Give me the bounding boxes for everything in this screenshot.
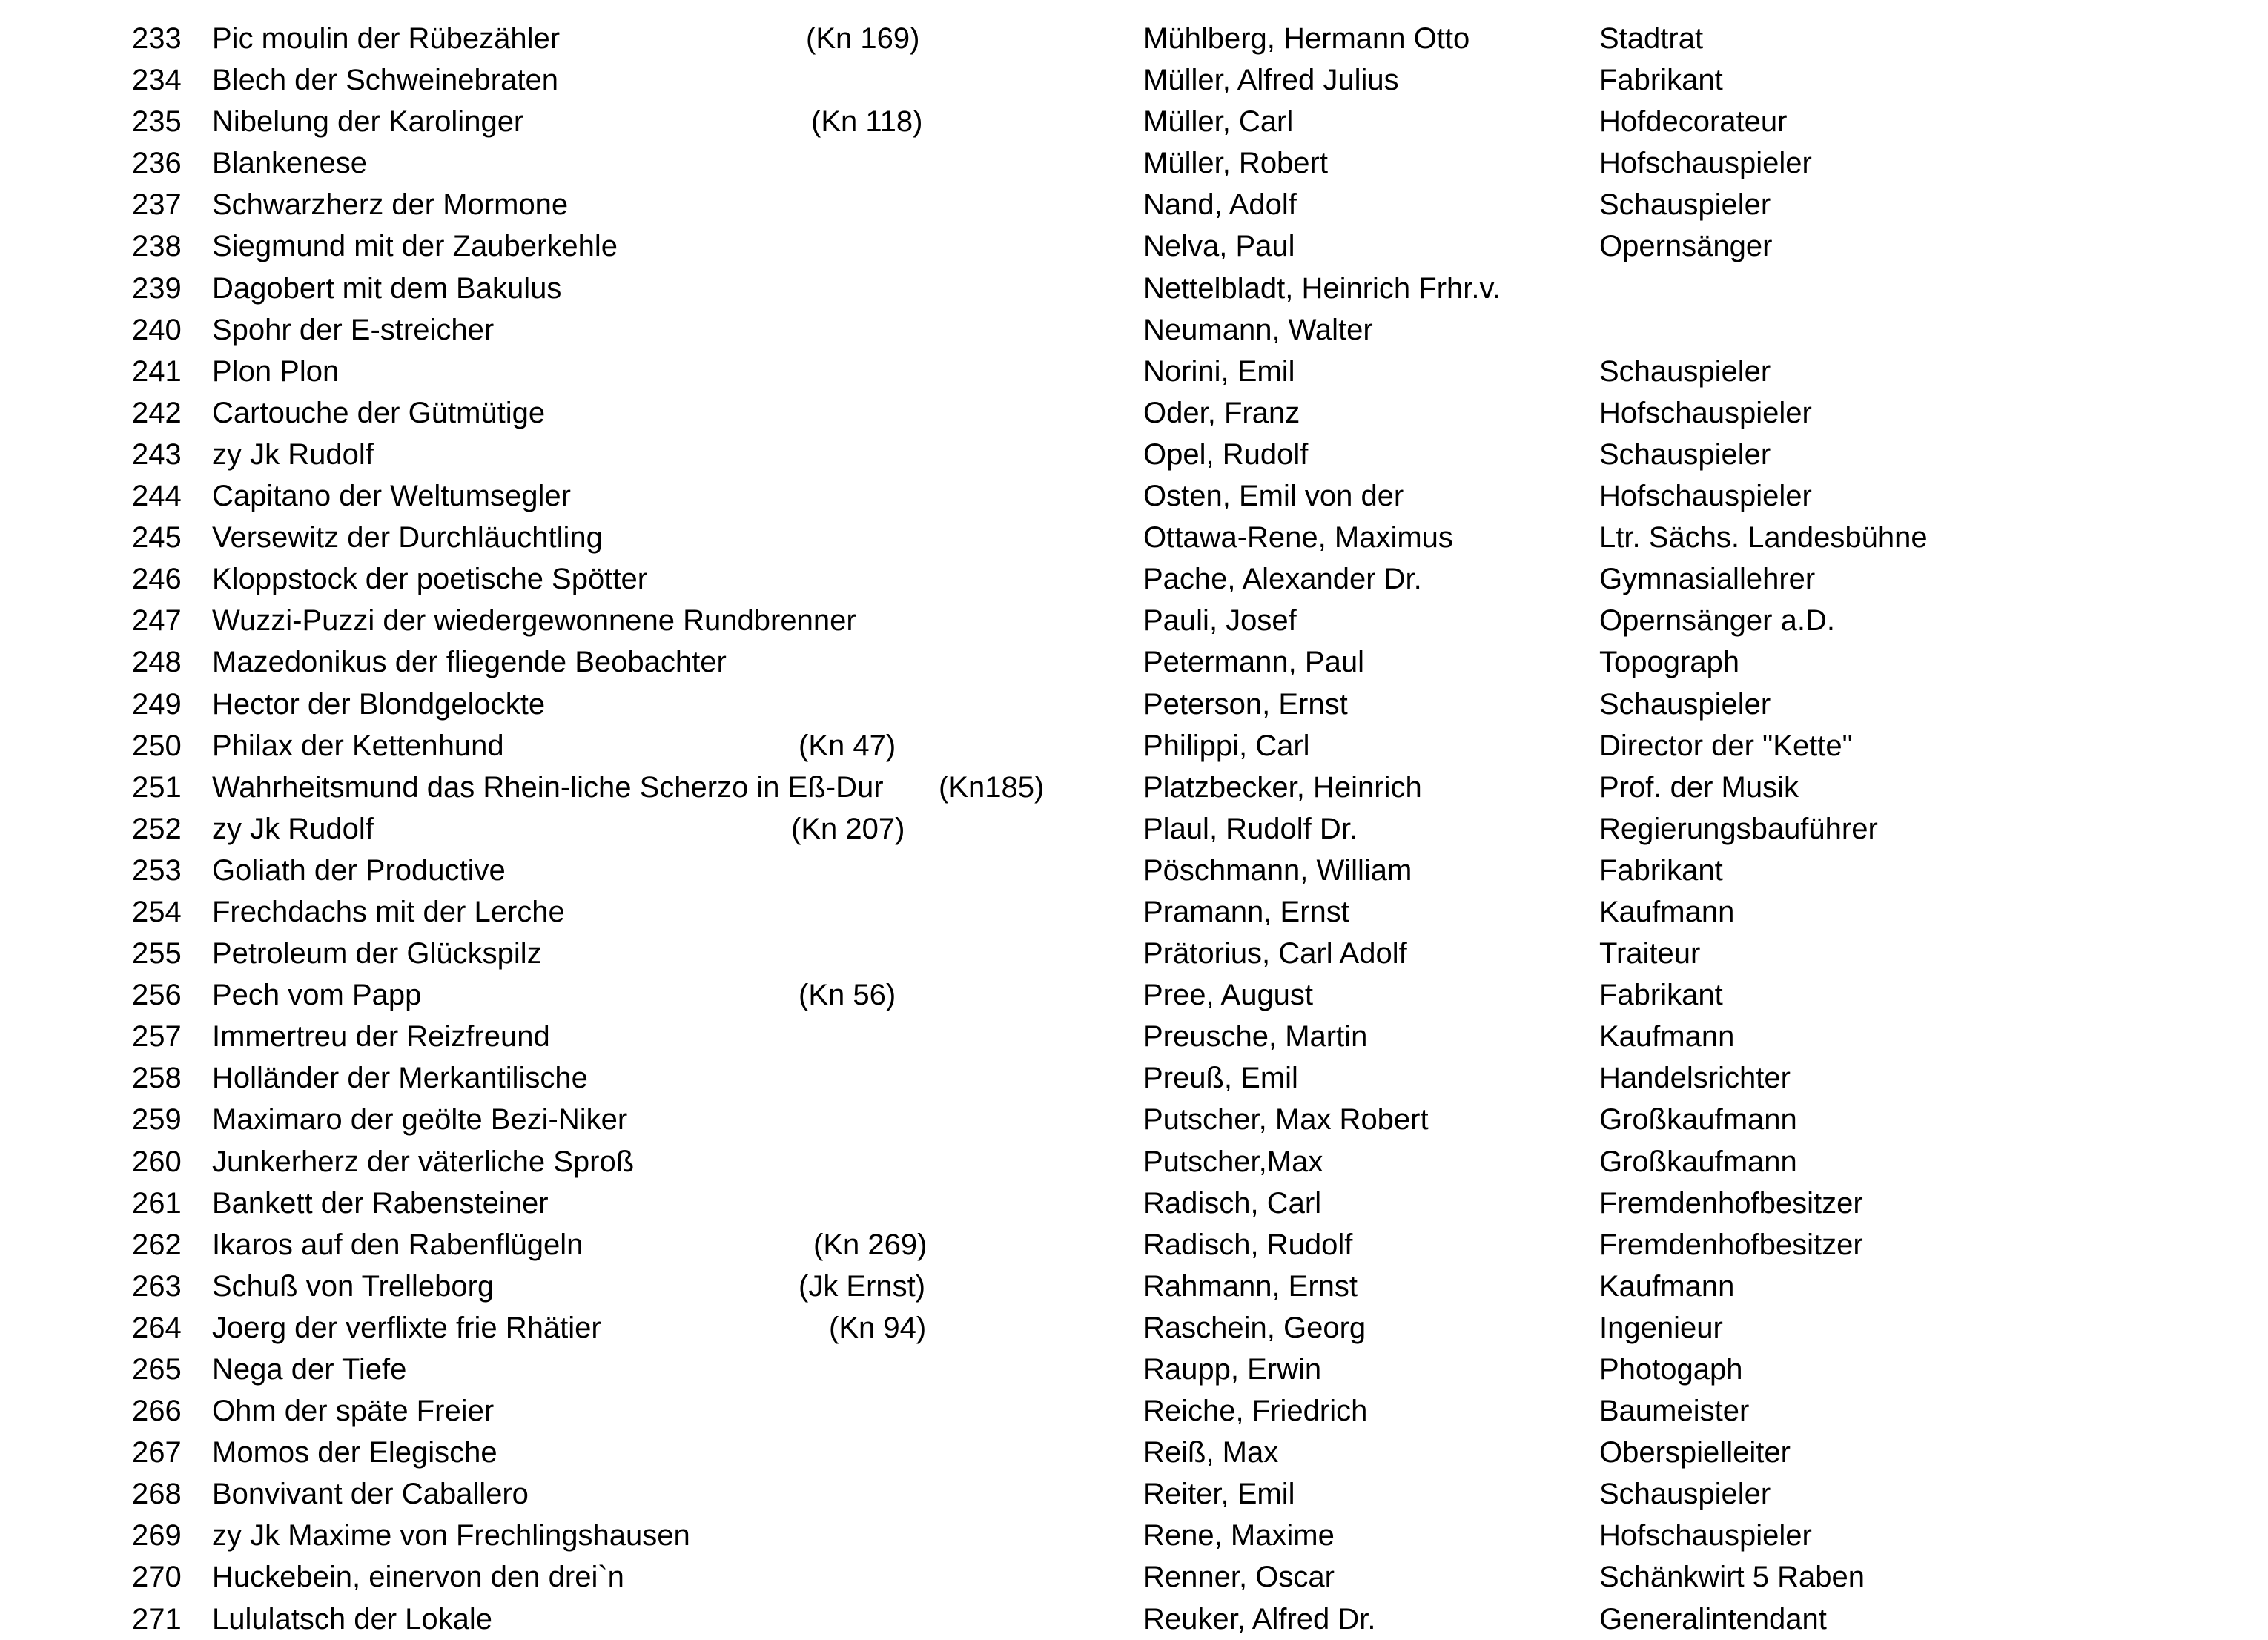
entry-occupation: Topograph	[1599, 646, 1740, 679]
entry-name: Dagobert mit dem Bakulus	[212, 271, 562, 305]
table-row	[0, 891, 2268, 933]
entry-number: 235	[132, 105, 182, 139]
entry-person: Reiter, Emil	[1143, 1478, 1295, 1511]
entry-person: Mühlberg, Hermann Otto	[1143, 22, 1470, 55]
entry-name: Momos der Elegische	[212, 1436, 497, 1469]
entry-number: 264	[132, 1311, 182, 1344]
entry-person: Renner, Oscar	[1143, 1561, 1335, 1594]
entry-person: Pauli, Josef	[1143, 604, 1297, 638]
table-row	[0, 933, 2268, 974]
entry-reference: (Kn 269)	[813, 1228, 928, 1261]
table-row	[0, 725, 2268, 767]
entry-person: Raschein, Georg	[1143, 1311, 1366, 1344]
entry-number: 239	[132, 271, 182, 305]
entry-occupation: Fremdenhofbesitzer	[1599, 1228, 1863, 1261]
entry-number: 265	[132, 1353, 182, 1386]
entry-name: Holländer der Merkantilische	[212, 1062, 588, 1095]
entry-number: 260	[132, 1145, 182, 1178]
entry-occupation: Director der "Kette"	[1599, 729, 1853, 762]
table-row	[0, 558, 2268, 600]
entry-name: Capitano der Weltumsegler	[212, 480, 571, 513]
entry-reference: (Kn 56)	[799, 979, 896, 1012]
table-row	[0, 808, 2268, 850]
entry-occupation: Schauspieler	[1599, 188, 1771, 222]
entry-occupation: Photogaph	[1599, 1353, 1743, 1386]
entry-person: Putscher, Max Robert	[1143, 1103, 1429, 1137]
entry-reference: (Kn 207)	[791, 812, 905, 845]
entry-name: Maximaro der geölte Bezi-Niker	[212, 1103, 628, 1137]
entry-number: 236	[132, 147, 182, 180]
entry-person: Pache, Alexander Dr.	[1143, 563, 1422, 596]
entry-person: Rene, Maxime	[1143, 1519, 1335, 1553]
entry-person: Reiche, Friedrich	[1143, 1395, 1368, 1428]
entry-number: 247	[132, 604, 182, 638]
entry-name: Hector der Blondgelockte	[212, 687, 546, 721]
entry-number: 269	[132, 1519, 182, 1553]
entry-number: 263	[132, 1269, 182, 1303]
entry-person: Osten, Emil von der	[1143, 480, 1404, 513]
entry-occupation: Schauspieler	[1599, 437, 1771, 471]
entry-number: 253	[132, 853, 182, 887]
entry-occupation: Schänkwirt 5 Raben	[1599, 1561, 1865, 1594]
entry-number: 246	[132, 563, 182, 596]
entry-name: Wuzzi-Puzzi der wiedergewonnene Rundbrenner	[212, 604, 856, 638]
entry-person: Plaul, Rudolf Dr.	[1143, 812, 1358, 845]
entry-reference: (Kn 118)	[811, 105, 923, 139]
table-row	[0, 1432, 2268, 1473]
entry-person: Nelva, Paul	[1143, 230, 1295, 263]
entry-occupation: Hofschauspieler	[1599, 480, 1812, 513]
entry-name: Versewitz der Durchläuchtling	[212, 521, 603, 555]
entry-name: Frechdachs mit der Lerche	[212, 895, 565, 928]
table-row	[0, 600, 2268, 641]
entry-occupation: Großkaufmann	[1599, 1103, 1797, 1137]
entry-occupation: Fabrikant	[1599, 853, 1723, 887]
table-row	[0, 225, 2268, 267]
entry-number: 254	[132, 895, 182, 928]
entry-occupation: Handelsrichter	[1599, 1062, 1791, 1095]
entry-number: 252	[132, 812, 182, 845]
entry-person: Pöschmann, William	[1143, 853, 1412, 887]
table-row	[0, 18, 2268, 59]
entry-name: Lululatsch der Lokale	[212, 1602, 493, 1636]
entry-name: Wahrheitsmund das Rhein-liche Scherzo in Eß-Dur	[212, 770, 884, 804]
table-row	[0, 351, 2268, 392]
table-row	[0, 1390, 2268, 1432]
entry-name: Siegmund mit der Zauberkehle	[212, 230, 618, 263]
entry-person: Radisch, Carl	[1143, 1186, 1322, 1220]
entry-number: 244	[132, 480, 182, 513]
entry-number: 238	[132, 230, 182, 263]
entry-person: Neumann, Walter	[1143, 313, 1373, 346]
entry-name: Bankett der Rabensteiner	[212, 1186, 549, 1220]
entry-occupation: Schauspieler	[1599, 687, 1771, 721]
table-row	[0, 1349, 2268, 1390]
table-row	[0, 1556, 2268, 1598]
table-row	[0, 184, 2268, 225]
table-row	[0, 142, 2268, 184]
table-row	[0, 309, 2268, 351]
entry-name: Nega der Tiefe	[212, 1353, 407, 1386]
entry-number: 271	[132, 1602, 182, 1636]
table-row	[0, 1224, 2268, 1266]
entry-occupation: Prof. der Musik	[1599, 770, 1799, 804]
entry-name: Pech vom Papp	[212, 979, 422, 1012]
entry-number: 234	[132, 64, 182, 97]
entry-person: Müller, Alfred Julius	[1143, 64, 1399, 97]
entry-number: 250	[132, 729, 182, 762]
entry-name: Blech der Schweinebraten	[212, 64, 558, 97]
entry-number: 248	[132, 646, 182, 679]
entry-number: 259	[132, 1103, 182, 1137]
entry-occupation: Ingenieur	[1599, 1311, 1723, 1344]
entry-occupation: Oberspielleiter	[1599, 1436, 1791, 1469]
entry-number: 242	[132, 396, 182, 429]
entry-person: Platzbecker, Heinrich	[1143, 770, 1422, 804]
table-row	[0, 1016, 2268, 1057]
entry-person: Pramann, Ernst	[1143, 895, 1349, 928]
entry-number: 270	[132, 1561, 182, 1594]
table-row	[0, 1099, 2268, 1140]
entry-occupation: Hofschauspieler	[1599, 1519, 1812, 1553]
entry-occupation: Generalintendant	[1599, 1602, 1827, 1636]
entry-person: Nettelbladt, Heinrich Frhr.v.	[1143, 271, 1501, 305]
entry-name: Immertreu der Reizfreund	[212, 1020, 550, 1054]
table-row	[0, 1598, 2268, 1640]
entry-occupation: Fabrikant	[1599, 64, 1723, 97]
table-row	[0, 1183, 2268, 1224]
entry-name: Schuß von Trelleborg	[212, 1269, 495, 1303]
entry-occupation: Fremdenhofbesitzer	[1599, 1186, 1863, 1220]
entry-occupation: Traiteur	[1599, 937, 1701, 971]
table-row	[0, 392, 2268, 434]
entry-person: Putscher,Max	[1143, 1145, 1323, 1178]
entry-name: Blankenese	[212, 147, 368, 180]
entry-name: Ikaros auf den Rabenflügeln	[212, 1228, 583, 1261]
entry-number: 237	[132, 188, 182, 222]
entry-occupation: Baumeister	[1599, 1395, 1750, 1428]
entry-number: 233	[132, 22, 182, 55]
entry-name: zy Jk Rudolf	[212, 812, 374, 845]
entry-person: Müller, Robert	[1143, 147, 1328, 180]
entry-number: 261	[132, 1186, 182, 1220]
entry-person: Radisch, Rudolf	[1143, 1228, 1353, 1261]
entry-person: Reiß, Max	[1143, 1436, 1279, 1469]
entry-person: Raupp, Erwin	[1143, 1353, 1322, 1386]
entry-occupation: Schauspieler	[1599, 354, 1771, 388]
entry-name: Junkerherz der väterliche Sproß	[212, 1145, 635, 1178]
entry-occupation: Kaufmann	[1599, 895, 1735, 928]
table-row	[0, 1307, 2268, 1349]
entry-number: 267	[132, 1436, 182, 1469]
entry-name: Cartouche der Gütmütige	[212, 396, 546, 429]
entry-name: Bonvivant der Caballero	[212, 1478, 529, 1511]
table-row	[0, 101, 2268, 142]
table-row	[0, 475, 2268, 517]
entry-number: 268	[132, 1478, 182, 1511]
table-row	[0, 1515, 2268, 1556]
entry-occupation: Kaufmann	[1599, 1269, 1735, 1303]
entry-occupation: Kaufmann	[1599, 1020, 1735, 1054]
table-row	[0, 850, 2268, 891]
entry-occupation: Hofschauspieler	[1599, 396, 1812, 429]
entry-occupation: Schauspieler	[1599, 1478, 1771, 1511]
entry-number: 255	[132, 937, 182, 971]
entry-name: Spohr der E-streicher	[212, 313, 495, 346]
entry-reference: (Jk Ernst)	[799, 1269, 926, 1303]
table-row	[0, 1473, 2268, 1515]
entry-reference: (Kn 94)	[829, 1311, 927, 1344]
entry-name: Philax der Kettenhund	[212, 729, 504, 762]
entry-name: Plon Plon	[212, 354, 340, 388]
entry-name: Petroleum der Glückspilz	[212, 937, 542, 971]
entry-person: Müller, Carl	[1143, 105, 1294, 139]
table-row	[0, 1057, 2268, 1099]
entry-name: zy Jk Rudolf	[212, 437, 374, 471]
entry-occupation: Stadtrat	[1599, 22, 1704, 55]
entry-person: Ottawa-Rene, Maximus	[1143, 521, 1453, 555]
entry-number: 266	[132, 1395, 182, 1428]
entry-occupation: Hofschauspieler	[1599, 147, 1812, 180]
entry-reference: (Kn 47)	[799, 729, 896, 762]
entry-occupation: Regierungsbauführer	[1599, 812, 1878, 845]
table-row	[0, 517, 2268, 558]
entry-number: 251	[132, 770, 182, 804]
table-row	[0, 641, 2268, 683]
entry-number: 240	[132, 313, 182, 346]
entry-person: Philippi, Carl	[1143, 729, 1310, 762]
entry-number: 256	[132, 979, 182, 1012]
entry-person: Preuß, Emil	[1143, 1062, 1298, 1095]
table-row	[0, 434, 2268, 475]
entry-person: Prätorius, Carl Adolf	[1143, 937, 1407, 971]
table-row	[0, 1141, 2268, 1183]
entry-number: 258	[132, 1062, 182, 1095]
entry-name: Mazedonikus der fliegende Beobachter	[212, 646, 727, 679]
entry-name: Schwarzherz der Mormone	[212, 188, 569, 222]
entry-name: Goliath der Productive	[212, 853, 506, 887]
entry-number: 245	[132, 521, 182, 555]
table-row	[0, 767, 2268, 808]
entry-name: Pic moulin der Rübezähler	[212, 22, 561, 55]
entry-person: Nand, Adolf	[1143, 188, 1297, 222]
table-row	[0, 268, 2268, 309]
entry-person: Rahmann, Ernst	[1143, 1269, 1358, 1303]
table-row	[0, 1266, 2268, 1307]
entry-person: Reuker, Alfred Dr.	[1143, 1602, 1376, 1636]
entry-person: Peterson, Ernst	[1143, 687, 1348, 721]
entry-number: 241	[132, 354, 182, 388]
entry-person: Norini, Emil	[1143, 354, 1295, 388]
entry-occupation: Großkaufmann	[1599, 1145, 1797, 1178]
entry-name: Nibelung der Karolinger	[212, 105, 524, 139]
entry-name: Ohm der späte Freier	[212, 1395, 495, 1428]
table-row	[0, 974, 2268, 1016]
entry-name: Joerg der verflixte frie Rhätier	[212, 1311, 601, 1344]
entry-name: Huckebein, einervon den drei`n	[212, 1561, 624, 1594]
entry-person: Pree, August	[1143, 979, 1314, 1012]
member-list	[0, 18, 2268, 1640]
table-row	[0, 59, 2268, 101]
entry-occupation: Hofdecorateur	[1599, 105, 1788, 139]
entry-person: Opel, Rudolf	[1143, 437, 1309, 471]
entry-reference: (Kn 169)	[806, 22, 920, 55]
entry-number: 243	[132, 437, 182, 471]
entry-occupation: Ltr. Sächs. Landesbühne	[1599, 521, 1928, 555]
entry-occupation: Gymnasiallehrer	[1599, 563, 1816, 596]
entry-number: 262	[132, 1228, 182, 1261]
entry-occupation: Opernsänger a.D.	[1599, 604, 1835, 638]
entry-occupation: Opernsänger	[1599, 230, 1773, 263]
table-row	[0, 684, 2268, 725]
entry-occupation: Fabrikant	[1599, 979, 1723, 1012]
entry-number: 249	[132, 687, 182, 721]
entry-person: Preusche, Martin	[1143, 1020, 1368, 1054]
entry-person: Oder, Franz	[1143, 396, 1300, 429]
entry-person: Petermann, Paul	[1143, 646, 1364, 679]
entry-name: Kloppstock der poetische Spötter	[212, 563, 648, 596]
entry-reference: (Kn185)	[939, 770, 1045, 804]
entry-name: zy Jk Maxime von Frechlingshausen	[212, 1519, 690, 1553]
entry-number: 257	[132, 1020, 182, 1054]
